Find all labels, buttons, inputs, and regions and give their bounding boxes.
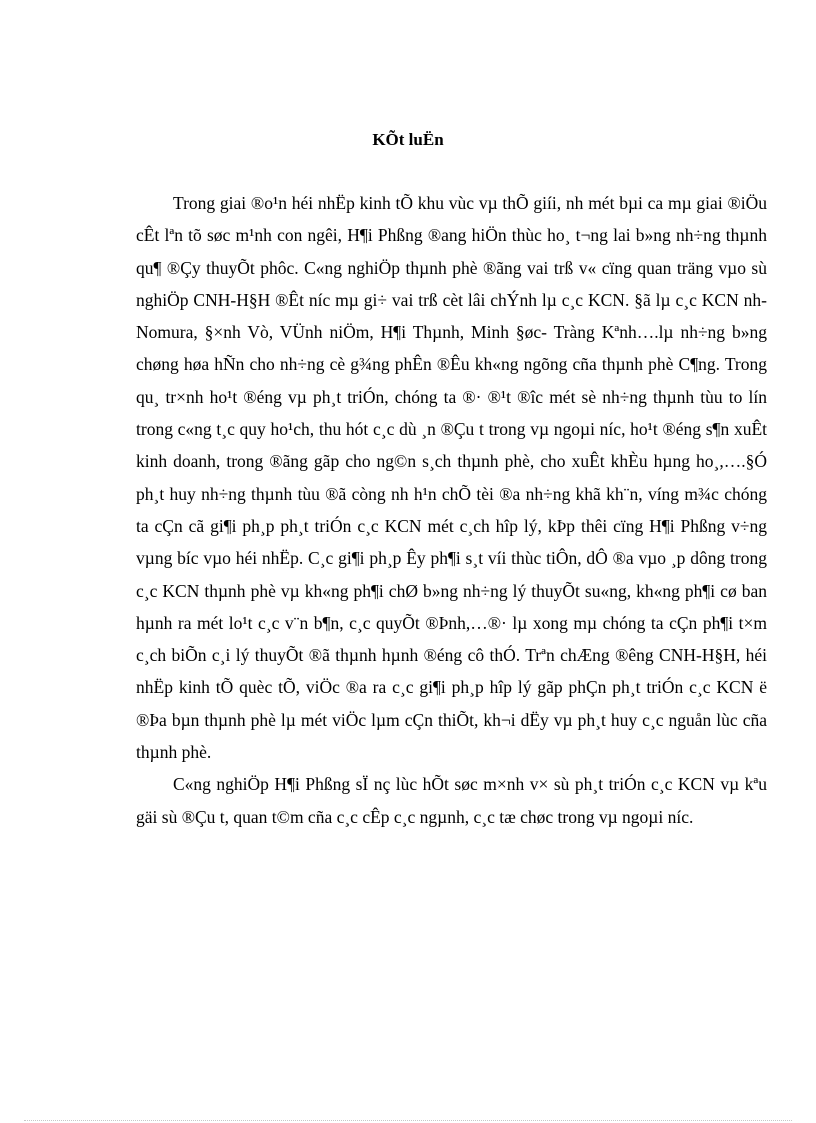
paragraph-2: C«ng nghiÖp H¶i Phßng sÏ nç lùc hÕt søc m×nh v× sù ph¸t triÓn c¸c KCN vµ kªu gäi sù ®Çu t, quan t©m cña c¸c cÊp c¸c ngµnh, c¸c tæ chøc trong vµ ngoµi níc.: [136, 774, 767, 827]
paragraph-1: Trong giai ®o¹n héi nhËp kinh tÕ khu vùc vµ thÕ giíi, nh mét bµi ca mµ giai ®iÖu cÊt lªn tõ søc m¹nh con ngêi, H¶i Phßng ®ang hiÖn thùc ho¸ t¬ng lai b»ng nh÷ng thµnh qu¶ ®Çy thuyÕt phôc. C«ng nghiÖp thµnh phè ®ãng vai trß v« cïng quan träng vµo sù nghiÖp CNH-H§H ®Êt níc mµ gi÷ vai trß cèt lâi chÝnh lµ c¸c KCN. §ã lµ c¸c KCN nh Nomura, §×nh Vò, VÜnh niÖm, H¶i Thµnh, Minh §øc- Tràng Kªnh….lµ nh÷ng b»ng chøng høa hÑn cho nh÷ng cè g¾ng phÊn ®Êu kh«ng ngõng cña thµnh phè C¶ng. Trong qu¸ tr×nh ho¹t ®éng vµ ph¸t triÓn, chóng ta ®· ®¹t ®îc mét sè nh÷ng thµnh tùu to lín trong c«ng t¸c quy ho¹ch, thu hót c¸c dù ¸n ®Çu t trong vµ ngoµi níc, ho¹t ®éng s¶n xuÊt kinh doanh, trong ®ãng gãp cho ng©n s¸ch thµnh phè, cho xuÊt khÈu hµng ho¸,….§Ó ph¸t huy nh÷ng thµnh tùu ®ã còng nh h¹n chÕ tèi ®a nh÷ng khã kh¨n, víng m¾c chóng ta cÇn cã gi¶i ph¸p ph¸t triÓn c¸c KCN mét c¸ch hîp lý, kÞp thêi cïng H¶i Phßng v÷ng vµng bíc vµo héi nhËp. C¸c gi¶i ph¸p Êy ph¶i s¸t víi thùc tiÔn, dÔ ®a vµo ¸p dông trong c¸c KCN thµnh phè vµ kh«ng ph¶i chØ b»ng nh÷ng lý thuyÕt su«ng, kh«ng ph¶i cø ban hµnh ra mét lo¹t c¸c v¨n b¶n, c¸c quyÕt ®Þnh,…®· lµ xong mµ chóng ta cÇn ph¶i t×m c¸ch biÕn c¸i lý thuyÕt ®ã thµnh hµnh ®éng cô thÓ. Trªn chÆng ®êng CNH-H§H, héi nhËp kinh tÕ quèc tÕ, viÖc ®a ra c¸c gi¶i ph¸p hîp lý gãp phÇn ph¸t triÓn c¸c KCN ë ®Þa bµn thµnh phè lµ mét viÖc lµm cÇn thiÕt, kh¬i dËy vµ ph¸t huy c¸c nguån lùc cña thµnh phè.: [136, 193, 767, 763]
page-title: KÕt luËn: [372, 130, 444, 149]
page-bottom-rule: [24, 1120, 792, 1121]
body-text: [136, 187, 767, 833]
